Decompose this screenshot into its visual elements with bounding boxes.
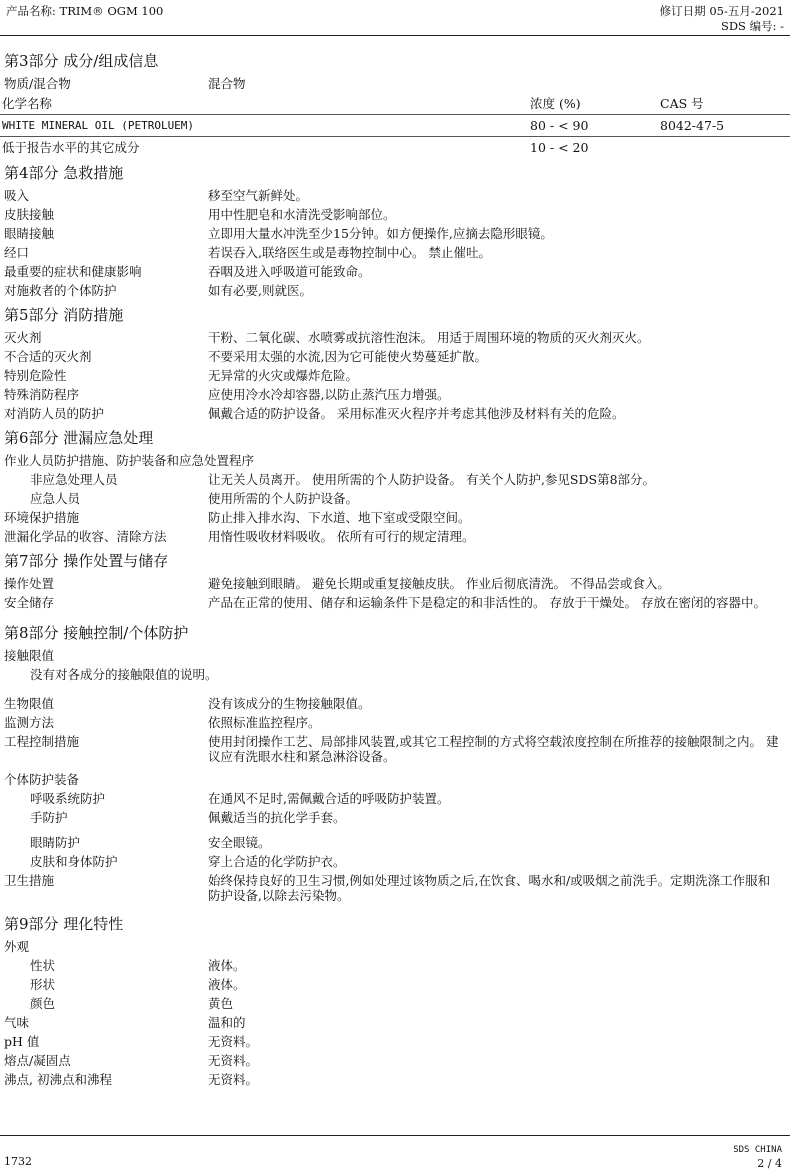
field-label: 颜色: [30, 996, 56, 1011]
field-value: 若误吞入,联络医生或是毒物控制中心。 禁止催吐。: [208, 245, 491, 260]
section-9-title: 第9部分 理化特性: [4, 915, 124, 933]
field-value: 用中性肥皂和水清洗受影响部位。: [208, 207, 396, 222]
field-value: 依照标准监控程序。: [208, 715, 321, 730]
field-value: 如有必要,则就医。: [208, 283, 312, 298]
field-row: [0, 852, 790, 871]
field-row: [0, 508, 790, 527]
section-8-title: 第8部分 接触控制/个体防护: [4, 624, 189, 642]
chem-conc: 10 - < 20: [530, 140, 589, 155]
field-value: 无资料。: [208, 1034, 259, 1049]
field-row: [0, 1070, 790, 1089]
field-label: 环境保护措施: [4, 510, 80, 525]
field-label: 眼睛接触: [4, 226, 55, 241]
field-value: 使用所需的个人防护设备。: [208, 491, 359, 506]
field-value: 防止排入排水沟、下水道、地下室或受限空间。: [208, 510, 471, 525]
field-label: 卫生措施: [4, 873, 55, 888]
field-label: 形状: [30, 977, 56, 992]
field-label: 气味: [4, 1015, 30, 1030]
field-value: 用惰性吸收材料吸收。 依所有可行的规定清理。: [208, 529, 475, 544]
header-rule: [0, 35, 790, 36]
field-label: 物质/混合物: [4, 76, 71, 91]
field-value: 移至空气新鲜处。: [208, 188, 309, 203]
field-value: 避免接触到眼睛。 避免长期或重复接触皮肤。 作业后彻底清洗。 不得品尝或食入。: [208, 576, 670, 591]
field-label: 皮肤和身体防护: [30, 854, 118, 869]
appearance-rows: [0, 956, 790, 1013]
field-label: 操作处置: [4, 576, 55, 591]
document-body: [0, 46, 790, 1089]
field-row: [0, 994, 790, 1013]
section-5-title: 第5部分 消防措施: [4, 306, 124, 324]
field-label: 特殊消防程序: [4, 387, 80, 402]
field-label: 对消防人员的防护: [4, 406, 105, 421]
field-value: 让无关人员离开。 使用所需的个人防护设备。 有关个人防护,参见SDS第8部分。: [208, 472, 656, 487]
page-number: 2 / 4: [757, 1157, 782, 1170]
field-value: 不要采用太强的水流,因为它可能使火势蔓延扩散。: [208, 349, 487, 364]
field-row: [0, 1032, 790, 1051]
field-label: 手防护: [30, 810, 68, 825]
field-row: [0, 956, 790, 975]
field-label: 安全储存: [4, 595, 55, 610]
chem-conc: 80 - < 90: [530, 118, 589, 133]
field-label: 性状: [30, 958, 56, 973]
section-8-rows: [0, 694, 790, 764]
section-3-title: 第3部分 成分/组成信息: [4, 52, 159, 70]
field-label: 应急人员: [30, 491, 81, 506]
field-value: 产品在正常的使用、储存和运输条件下是稳定的和非活性的。 存放于干燥处。 存放在密闭的容器中。: [208, 595, 766, 610]
section-6-rows2: [0, 508, 790, 546]
field-value: 温和的: [208, 1015, 246, 1030]
section-4-rows: [0, 186, 790, 300]
field-row: [0, 186, 790, 205]
field-row: [0, 404, 790, 423]
field-row: [0, 328, 790, 347]
hygiene-row: [0, 871, 790, 903]
field-label: 经口: [4, 245, 30, 260]
field-label: 眼睛防护: [30, 835, 81, 850]
field-label: 沸点, 初沸点和沸程: [4, 1072, 112, 1087]
exposure-label: 接触限值: [4, 648, 55, 663]
field-value: 吞咽及进入呼吸道可能致命。: [208, 264, 371, 279]
field-label: 工程控制措施: [4, 734, 80, 749]
ppe-rows: [0, 789, 790, 827]
field-label: 泄漏化学品的收容、清除方法: [4, 529, 167, 544]
section-6-rows: [0, 470, 790, 508]
field-value: 佩戴合适的防护设备。 采用标准灭火程序并考虑其他涉及材料有关的危险。: [208, 406, 625, 421]
field-value: 黄色: [208, 996, 234, 1011]
field-label: 生物限值: [4, 696, 55, 711]
field-row: [0, 593, 790, 612]
field-value: 安全眼镜。: [208, 835, 271, 850]
revision-date: 修订日期 05-五月-2021: [659, 4, 784, 18]
col-conc: 浓度 (%): [530, 96, 581, 111]
chem-cas: [660, 137, 780, 158]
table-row: [0, 137, 790, 158]
field-row: [0, 789, 790, 808]
field-value: 始终保持良好的卫生习惯,例如处理过该物质之后,在饮食、喝水和/或吸烟之前洗手。定期洗涤工作服和防护设备,以除去污染物。: [208, 873, 771, 903]
field-row: [0, 366, 790, 385]
field-label: 最重要的症状和健康影响: [4, 264, 142, 279]
field-row: [0, 527, 790, 546]
substance-row: [0, 74, 790, 93]
field-value: 穿上合适的化学防护衣。: [208, 854, 346, 869]
page-header: [0, 0, 790, 34]
field-row: [0, 224, 790, 243]
section-6-title: 第6部分 泄漏应急处理: [4, 429, 154, 447]
field-row: [0, 732, 790, 764]
field-row: [0, 385, 790, 404]
chem-name: 低于报告水平的其它成分: [2, 140, 140, 155]
subheading: 作业人员防护措施、防护装备和应急处置程序: [4, 453, 255, 468]
field-value: 佩戴适当的抗化学手套。: [208, 810, 346, 825]
ppe-label: 个体防护装备: [4, 772, 80, 787]
field-value: 无异常的火灾或爆炸危险。: [208, 368, 359, 383]
field-value: 应使用冷水冷却容器,以防止蒸汽压力增强。: [208, 387, 450, 402]
field-row: [0, 205, 790, 224]
field-label: 皮肤接触: [4, 207, 55, 222]
field-row: [0, 975, 790, 994]
field-label: pH 值: [4, 1034, 40, 1049]
section-7-rows: [0, 574, 790, 612]
composition-header: [0, 93, 790, 114]
table-row: [0, 115, 790, 136]
field-row: [0, 713, 790, 732]
field-label: 特别危险性: [4, 368, 67, 383]
col-cas: CAS 号: [660, 96, 704, 111]
field-value: 干粉、二氧化碳、水喷雾或抗溶性泡沫。 用适于周围环境的物质的灭火剂灭火。: [208, 330, 650, 345]
field-row: [0, 1013, 790, 1032]
footer-code: 1732: [4, 1155, 32, 1168]
field-label: 监测方法: [4, 715, 55, 730]
section-4-title: 第4部分 急救措施: [4, 164, 124, 182]
section-5-rows: [0, 328, 790, 423]
field-row: [0, 281, 790, 300]
field-label: 吸入: [4, 188, 30, 203]
field-row: [0, 262, 790, 281]
field-row: [0, 808, 790, 827]
field-row: [0, 833, 790, 852]
field-value: 使用封闭操作工艺、局部排风装置,或其它工程控制的方式将空载浓度控制在所推荐的接触限制之内。 建议应有洗眼水柱和紧急淋浴设备。: [208, 734, 779, 764]
field-row: [0, 694, 790, 713]
chem-cas: 8042-47-5: [660, 118, 725, 133]
field-row: [0, 489, 790, 508]
field-label: 熔点/凝固点: [4, 1053, 71, 1068]
field-label: 灭火剂: [4, 330, 42, 345]
field-value: 液体。: [208, 958, 246, 973]
field-value: 无资料。: [208, 1053, 259, 1068]
field-value: 立即用大量水冲洗至少15分钟。如方便操作,应摘去隐形眼镜。: [208, 226, 553, 241]
section-7-title: 第7部分 操作处置与储存: [4, 552, 169, 570]
footer-rule: [0, 1135, 790, 1136]
chem-name: WHITE MINERAL OIL (PETROLUEM): [2, 119, 195, 132]
field-row: [0, 470, 790, 489]
appearance-label: 外观: [4, 939, 30, 954]
ppe-rows2: [0, 833, 790, 871]
section-9-rows: [0, 1013, 790, 1089]
field-value: 在通风不足时,需佩戴合适的呼吸防护装置。: [208, 791, 450, 806]
footer-sds-region: SDS CHINA: [733, 1145, 782, 1155]
col-name: 化学名称: [2, 96, 53, 111]
field-row: [0, 1051, 790, 1070]
field-value: 液体。: [208, 977, 246, 992]
field-row: [0, 243, 790, 262]
field-label: 对施救者的个体防护: [4, 283, 117, 298]
sds-number: SDS 编号: -: [720, 19, 784, 33]
field-label: 非应急处理人员: [30, 472, 118, 487]
field-label: 不合适的灭火剂: [4, 349, 92, 364]
field-value: 无资料。: [208, 1072, 259, 1087]
field-value: 混合物: [208, 76, 246, 91]
field-value: 没有该成分的生物接触限值。: [208, 696, 371, 711]
product-name: 产品名称: TRIM® OGM 100: [6, 4, 164, 18]
exposure-note: 没有对各成分的接触限值的说明。: [30, 667, 218, 682]
field-row: [0, 347, 790, 366]
field-label: 呼吸系统防护: [30, 791, 106, 806]
field-row: [0, 574, 790, 593]
